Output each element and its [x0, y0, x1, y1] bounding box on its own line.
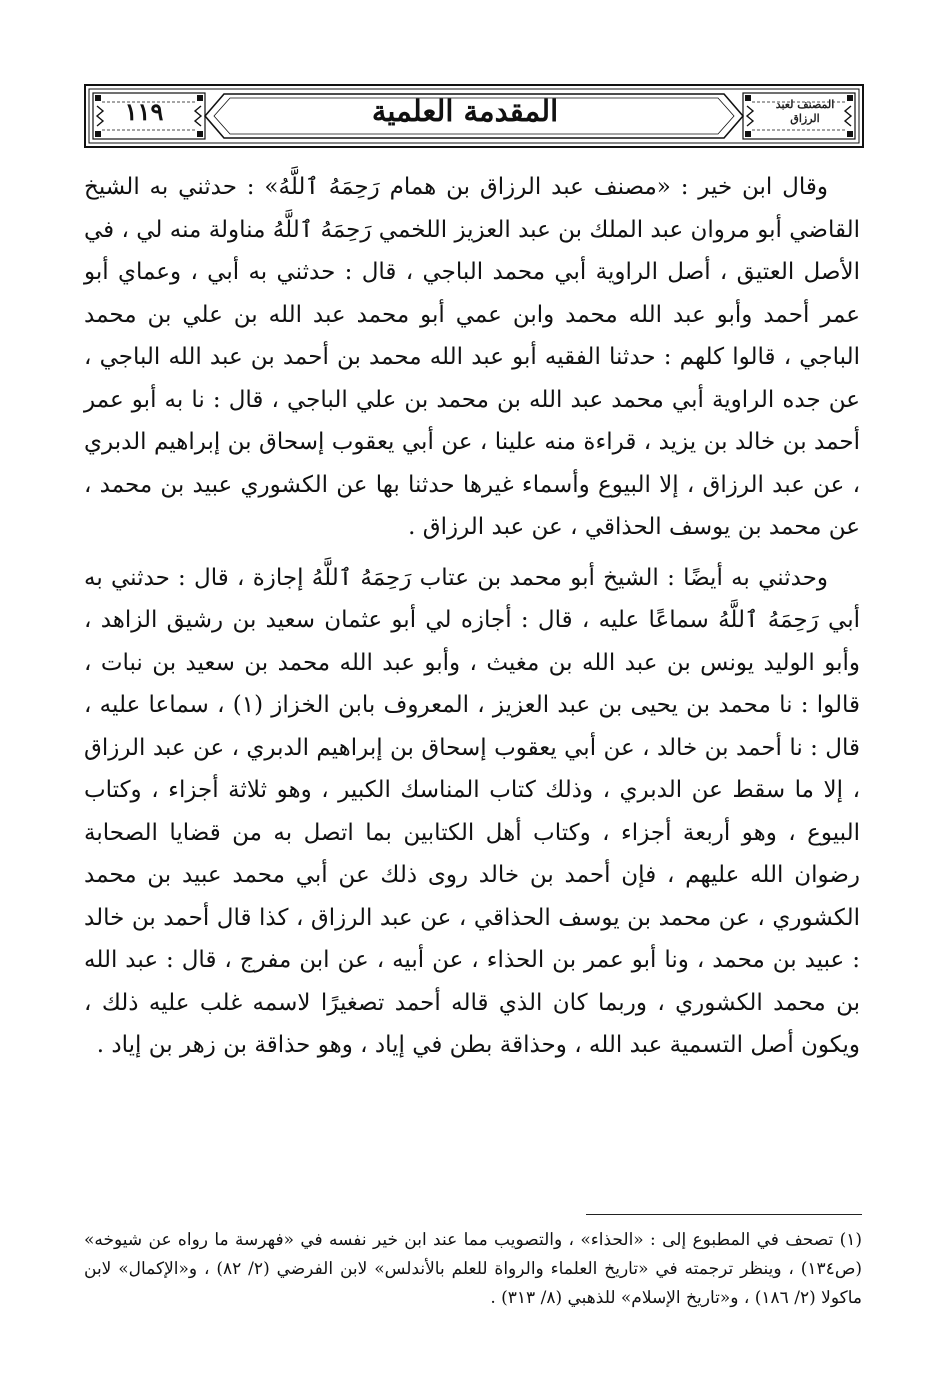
running-title: المقدمة العلمية [371, 94, 559, 128]
body-text [84, 166, 860, 1067]
page-number: ١١٩ [124, 97, 164, 126]
series-logo: المصنف لعبد الرزاق [775, 98, 835, 125]
paragraph-ibn-khayr: وقال ابن خير : «مصنف عبد الرزاق بن همام رَحِمَهُ ٱللَّهُ» : حدثني به الشيخ القاضي أبو مروان عبد الملك بن عبد العزيز اللخمي رَحِمَهُ ٱللَّهُ مناولة منه لي ، في الأصل العتيق ، أصل الراوية أبي محمد الباجي ، قال : حدثني به أبي ، وعماي أبو عمر أحمد وأبو عبد الله محمد وابن عمي أبو محمد عبد الله بن علي بن محمد الباجي ، قالوا كلهم : حدثنا الفقيه أبو عبد الله محمد بن أحمد بن عبد الله الباجي ، عن جده الراوية أبي محمد عبد الله بن محمد بن علي الباجي ، قال : نا به أبو عمر أحمد بن خالد بن يزيد ، قراءة منه علينا ، عن أبي يعقوب إسحاق بن إبراهيم الدبري ، عن عبد الرزاق ، إلا البيوع وأسماء غيرها حدثنا بها عن الكشوري عبيد بن محمد ، عن محمد بن يوسف الحذاقي ، عن عبد الرزاق . [84, 174, 860, 540]
footnote-separator [586, 1214, 862, 1215]
footnotes [84, 1226, 862, 1313]
paragraph-ibn-attab: وحدثني به أيضًا : الشيخ أبو محمد بن عتاب رَحِمَهُ ٱللَّهُ إجازة ، قال : حدثني به أبي رَحِمَهُ ٱللَّهُ سماعًا عليه ، قال : أجازه لي أبو عثمان سعيد بن رشيق الزاهد ، وأبو الوليد يونس بن عبد الله بن مغيث ، وأبو عبد الله محمد بن سعيد بن نبات ، قالوا : نا محمد بن يحيى بن عبد العزيز ، المعروف بابن الخزاز (١) ، سماعا عليه ، قال : نا أحمد بن خالد ، عن أبي يعقوب إسحاق بن إبراهيم الدبري ، عن عبد الرزاق ، إلا ما سقط عن الدبري ، وذلك كتاب المناسك الكبير ، وهو ثلاثة أجزاء ، وكتاب البيوع ، وهو أربعة أجزاء ، وكتاب أهل الكتابين بما اتصل به من قضايا الصحابة رضوان الله عليهم ، فإن أحمد بن خالد روى ذلك عن أبي محمد عبيد بن محمد الكشوري ، عن محمد بن يوسف الحذاقي ، عن عبد الرزاق ، كذا قال أحمد بن خالد : عبيد بن محمد ، ونا أبو عمر بن الحذاء ، عن أبيه ، عن ابن مفرج ، قال : عبد الله بن محمد الكشوري ، وربما كان الذي قاله أحمد تصغيرًا لاسمه غلب عليه ذلك ، ويكون أصل التسمية عبد الله ، وحذاقة بطن في إياد ، وهو حذاقة بن زهر بن إياد . [84, 564, 860, 1058]
footnote-1: (١) تصحف في المطبوع إلى : «الحذاء» ، والتصويب مما عند ابن خير نفسه في «فهرسة ما رواه عن شيوخه» (ص١٣٤) ، وينظر ترجمته في «تاريخ العلماء والرواة للعلم بالأندلس» لابن الفرضي (٢/ ٨٢) ، و«الإكمال» لابن ماكولا (٢/ ١٨٦) ، و«تاريخ الإسلام» للذهبي (٨/ ٣١٣) . [84, 1230, 863, 1308]
